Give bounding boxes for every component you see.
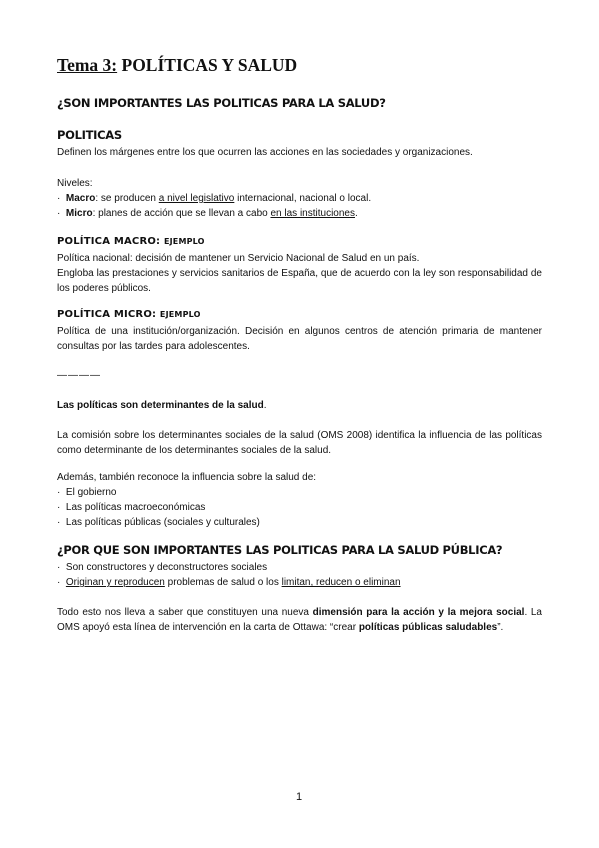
macro-example-heading xyxy=(57,236,205,247)
macro-text-end: internacional, nacional o local. xyxy=(234,193,372,204)
closing-bold: políticas públicas saludables xyxy=(358,622,498,633)
determinantes-statement xyxy=(57,398,267,413)
list-item-label: Las políticas públicas (sociales y culturales) xyxy=(65,517,260,528)
example-label: EJEMPLO xyxy=(159,310,201,319)
bullet-icon: · xyxy=(57,487,61,498)
example-label: EJEMPLO xyxy=(163,237,205,246)
politicas-heading: POLITICAS xyxy=(57,128,122,142)
page-title xyxy=(57,55,297,76)
micro-underlined: en las instituciones xyxy=(270,208,355,219)
levels-label: Niveles: xyxy=(57,178,93,189)
determinantes-period: . xyxy=(263,400,267,411)
closing-paragraph xyxy=(57,605,542,635)
list-item-micro xyxy=(57,206,358,221)
bullet-icon: · xyxy=(57,193,61,204)
closing-text: Todo esto nos lleva a saber que constituyen una nueva xyxy=(57,607,313,618)
originan-underlined: Originan y reproducen xyxy=(65,577,165,588)
separator-dashes: ———— xyxy=(57,370,101,381)
closing-text: . La OMS apoyó esta línea de intervención en la carta de Ottawa: “crear xyxy=(57,607,542,633)
micro-example-paragraph: Política de una institución/organización. Decisión en algunos centros de atención primaria de mantener consultas por las tardes para adolescentes. xyxy=(57,326,542,352)
list-item-label: Las políticas macroeconómicas xyxy=(65,502,206,513)
bullet-icon: · xyxy=(57,562,61,573)
macro-text: : se producen xyxy=(95,193,159,204)
title-text: POLÍTICAS Y SALUD xyxy=(117,55,298,75)
list-item xyxy=(57,515,260,530)
list-item xyxy=(57,560,267,575)
list-item xyxy=(57,485,117,500)
micro-example-heading xyxy=(57,309,201,320)
list-item-macro xyxy=(57,191,371,206)
closing-bold: dimensión para la acción y la mejora social xyxy=(312,607,525,618)
macro-term: Macro xyxy=(65,193,96,204)
title-prefix: Tema 3: xyxy=(57,55,118,75)
macro-example-line: Política nacional: decisión de mantener un Servicio Nacional de Salud en un país. xyxy=(57,253,420,264)
limitan-underlined: limitan, reducen o eliminan xyxy=(281,577,401,588)
page-number: 1 xyxy=(296,791,303,803)
bullet-icon: · xyxy=(57,517,61,528)
micro-text: : planes de acción que se llevan a cabo xyxy=(92,208,271,219)
macro-example-title: POLÍTICA MACRO: xyxy=(57,236,164,247)
politicas-definition: Definen los márgenes entre los que ocurren las acciones en las sociedades y organizaciones. xyxy=(57,147,473,158)
determinantes-bold: Las políticas son determinantes de la salud xyxy=(57,400,264,411)
micro-example-title: POLÍTICA MICRO: xyxy=(57,309,160,320)
bullet-icon: · xyxy=(57,577,61,588)
determinantes-intro: Además, también reconoce la influencia sobre la salud de: xyxy=(57,472,317,483)
closing-text: ”. xyxy=(497,622,504,633)
bullet-icon: · xyxy=(57,208,61,219)
section-heading-importance: ¿SON IMPORTANTES LAS POLITICAS PARA LA SALUD? xyxy=(57,96,386,110)
list-item-label: Son constructores y deconstructores sociales xyxy=(65,562,268,573)
list-item-label: El gobierno xyxy=(65,487,117,498)
macro-underlined: a nivel legislativo xyxy=(158,193,235,204)
micro-text-end: . xyxy=(354,208,358,219)
list-item-text: problemas de salud o los xyxy=(164,577,282,588)
list-item xyxy=(57,575,401,590)
list-item xyxy=(57,500,205,515)
macro-example-paragraph: Engloba las prestaciones y servicios sanitarios de España, que de acuerdo con la ley son responsabilidad de los poderes públicos. xyxy=(57,268,542,294)
determinantes-paragraph: La comisión sobre los determinantes sociales de la salud (OMS 2008) identifica la influencia de las políticas como determinante de los determinantes sociales de la salud. xyxy=(57,430,542,456)
section-heading-public-health: ¿POR QUE SON IMPORTANTES LAS POLITICAS PARA LA SALUD PÚBLICA? xyxy=(57,543,503,557)
micro-term: Micro xyxy=(65,208,93,219)
bullet-icon: · xyxy=(57,502,61,513)
